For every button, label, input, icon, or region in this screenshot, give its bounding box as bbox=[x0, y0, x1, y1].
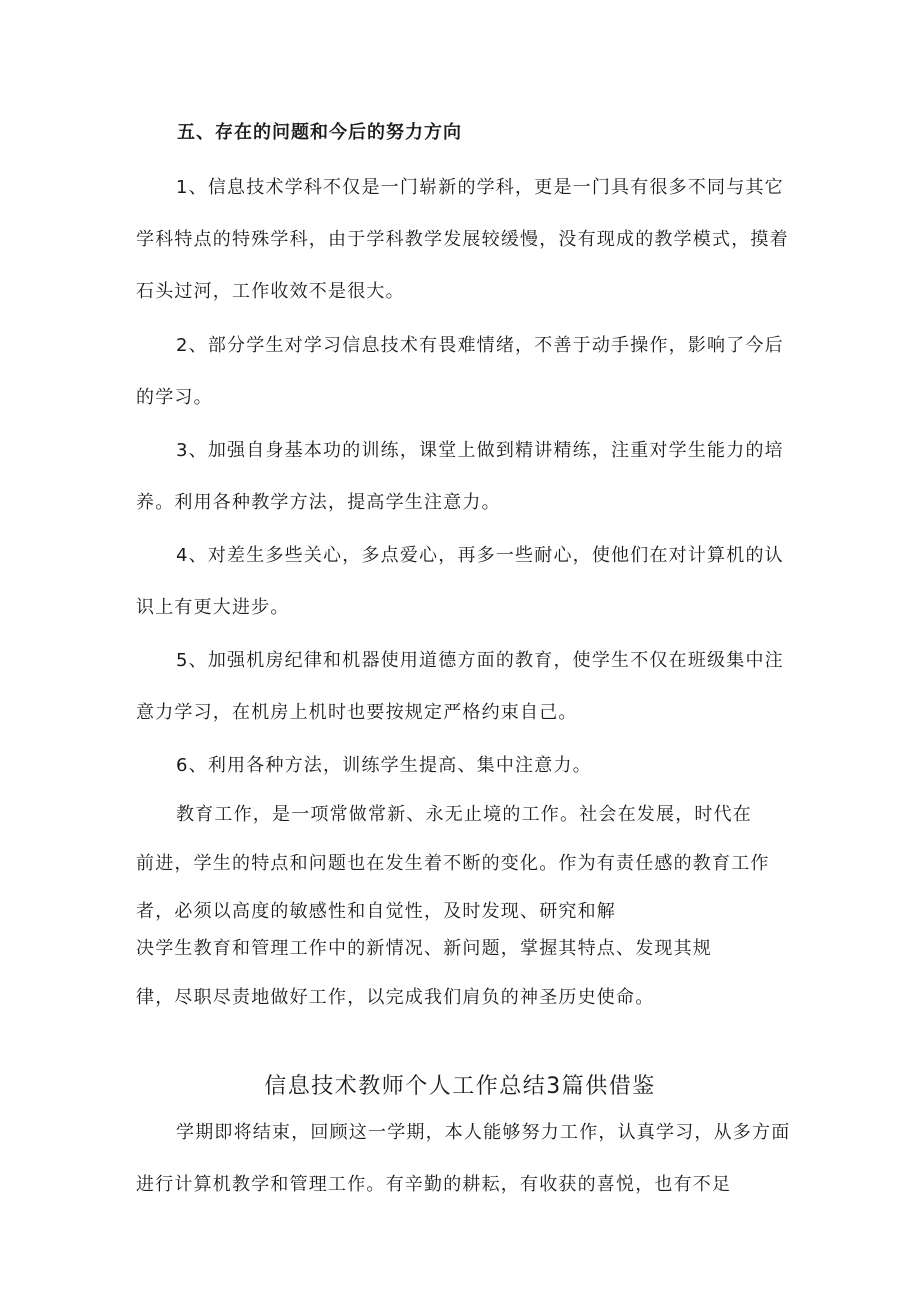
list-item: 2、部分学生对学习信息技术有畏难情绪，不善于动手操作，影响了今后的学习。 bbox=[136, 335, 784, 408]
list-item: 1、信息技术学科不仅是一门崭新的学科，更是一门具有很多不同与其它学科特点的特殊学科，由于学科教学发展较缓慢，没有现成的教学模式，摸着石头过河，工作收效不是很大。 bbox=[136, 177, 789, 302]
closing-line: 前进，学生的特点和问题也在发生着不断的变化。作为有责任感的教育工作 bbox=[136, 853, 770, 874]
list-item: 6、利用各种方法，训练学生提高、集中注意力。 bbox=[176, 755, 592, 776]
list-item: 4、对差生多些关心，多点爱心，再多一些耐心，使他们在对计算机的认识上有更大进步。 bbox=[136, 545, 784, 618]
closing-line: 者，必须以高度的敏感性和自觉性，及时发现、研究和解 bbox=[136, 901, 616, 922]
intro-paragraph: 学期即将结束，回顾这一学期，本人能够努力工作，认真学习，从多方面进行计算机教学和管理工作。有辛勤的耕耘，有收获的喜悦，也有不足 bbox=[136, 1122, 791, 1195]
closing-line: 决学生教育和管理工作中的新情况、新问题，掌握其特点、发现其规 bbox=[136, 938, 712, 959]
section-heading: 五、存在的问题和今后的努力方向 bbox=[177, 122, 462, 143]
list-item: 3、加强自身基本功的训练，课堂上做到精讲精练，注重对学生能力的培养。利用各种教学方法，提高学生注意力。 bbox=[136, 440, 784, 513]
closing-line: 教育工作，是一项常做常新、永无止境的工作。社会在发展，时代在 bbox=[176, 804, 752, 825]
list-item: 5、加强机房纪律和机器使用道德方面的教育，使学生不仅在班级集中注意力学习，在机房上机时也要按规定严格约束自己。 bbox=[136, 650, 784, 723]
closing-line: 律，尽职尽责地做好工作，以完成我们肩负的神圣历史使命。 bbox=[136, 987, 655, 1008]
document-title: 信息技术教师个人工作总结3篇供借鉴 bbox=[264, 1074, 656, 1099]
